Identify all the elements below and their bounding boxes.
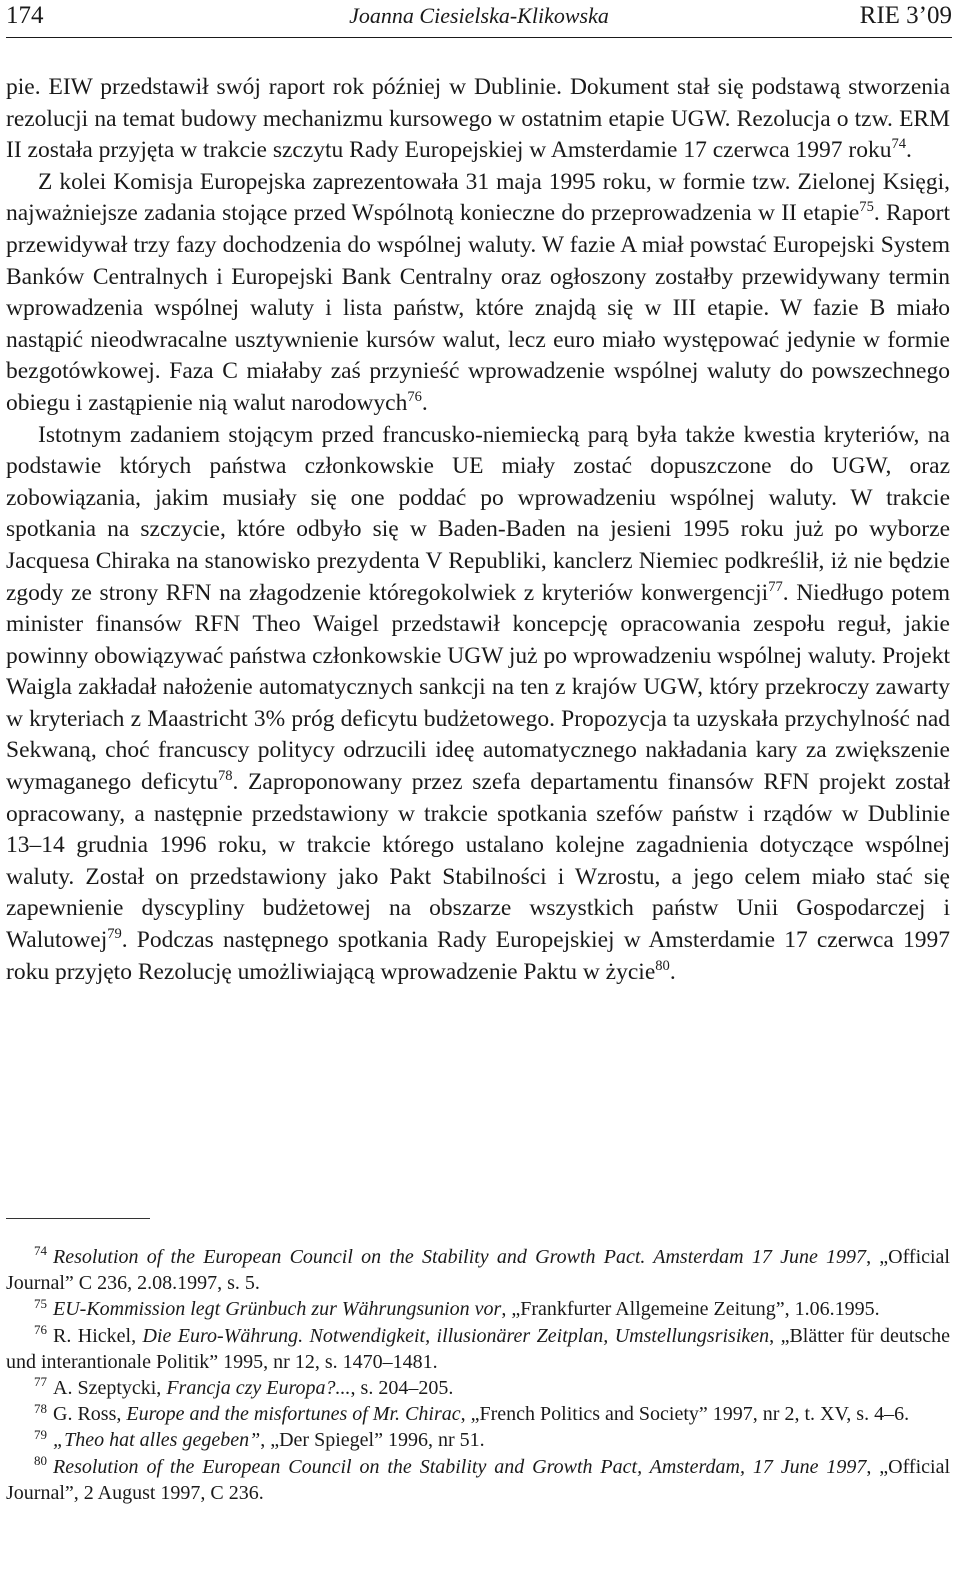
footnote: [6, 1375, 950, 1401]
footnote-number: 78: [34, 1400, 47, 1416]
footnotes: [6, 1244, 950, 1506]
footnote-ref: 74: [891, 136, 907, 153]
footnote: [6, 1401, 950, 1427]
footnote-ref: 78: [217, 768, 233, 785]
paragraph: [6, 167, 950, 420]
footnote-rest: , „Frankfurter Allgemeine Zeitung”, 1.06.1995.: [501, 1298, 880, 1321]
footnote-ref: 75: [859, 199, 874, 216]
footnote-title: Europe and the misfortunes of Mr. Chirac: [126, 1403, 461, 1426]
footnote-rest: , „Official Journal” C 236, 2.08.1997, s. 5.: [6, 1246, 950, 1295]
footnote-number: 77: [34, 1374, 47, 1390]
text-run: . Raport przewidywał trzy fazy dochodzenia do wspólnej waluty. W fazie A miał powstać Europejski System Banków Centralnych i Europejski Bank Centralny oraz ogłoszony zostałby przewidywany termin wprowadzenia wspólnej waluty i lista państw, które znajdą się w III etapie. W fazie B miało nastąpić nieodwracalne usztywnienie kursów walut, lecz euro miało występować jedynie w formie bezgotówkowej. Faza C miałaby zaś przynieść wprowadzenie wspólnej waluty do powszechnego obiegu i zastąpienie nią walut narodowych: [6, 200, 950, 416]
footnote: [6, 1244, 950, 1296]
running-header: [6, 0, 952, 40]
journal-label: RIE 3’09: [859, 2, 952, 29]
footnote-rest: , „Der Spiegel” 1996, nr 51.: [260, 1429, 485, 1452]
footnote-rule: [6, 1218, 150, 1219]
footnote-author: G. Ross,: [53, 1403, 127, 1426]
footnote-number: 75: [34, 1295, 47, 1311]
footnote-rest: , „Blätter für deutsche und interantionale Politik” 1995, nr 12, s. 1470–1481.: [6, 1324, 950, 1373]
footnote-title: Resolution of the European Council on the Stability and Growth Pact, Amsterdam, 17 June 1997: [53, 1455, 867, 1478]
author-name: Joanna Ciesielska-Klikowska: [349, 3, 609, 28]
footnote: [6, 1323, 950, 1375]
footnote-rest: , s. 204–205.: [350, 1377, 454, 1400]
footnote-title: „Theo hat alles gegeben”: [53, 1429, 261, 1452]
text-run: Z kolei Komisja Europejska zaprezentowała 31 maja 1995 roku, w formie tzw. Zielonej Księgi, najważniejsze zadania stojące przed Wspólnotą konieczne do przeprowadzenia w II etapie: [6, 168, 950, 227]
footnote-number: 79: [34, 1426, 47, 1442]
footnote-number: 74: [34, 1243, 47, 1259]
footnote-title: Resolution of the European Council on the Stability and Growth Pact. Amsterdam 17 June 1997: [53, 1246, 867, 1268]
text-run: .: [669, 958, 676, 985]
text-run: . Niedługo potem minister finansów RFN Theo Waigel przedstawił koncepcję opracowania zespołu reguł, jakie powinny obowiązywać państwa członkowskie UGW już po wprowadzeniu wspólnej waluty. Projekt Waigla zakładał nałożenie automatycznych sankcji na ten z krajów UGW, który przekroczy zawarty w kryteriach z Maastricht 3% próg deficytu budżetowego. Propozycja ta uzyskała przychylność nad Sekwaną, choć francuscy politycy odrzucili ideę automatycznego nakładania kary za zwiększenie wymaganego deficytu: [6, 579, 950, 796]
footnote-rest: , „Official Journal”, 2 August 1997, C 236.: [6, 1455, 951, 1504]
text-run: .: [421, 389, 428, 416]
paragraph: [6, 72, 950, 167]
footnote-ref: 76: [407, 389, 422, 406]
text-run: . Podczas następnego spotkania Rady Europejskiej w Amsterdamie 17 czerwca 1997 roku przyjęto Rezolucję umożliwiającą wprowadzenie Paktu w życie: [6, 927, 950, 985]
footnote-author: A. Szeptycki,: [53, 1377, 167, 1400]
footnote-author: R. Hickel,: [53, 1324, 143, 1347]
footnote: [6, 1296, 950, 1322]
footnote-title: EU-Kommission legt Grünbuch zur Währungsunion vor: [53, 1298, 502, 1321]
text-run: .: [906, 137, 912, 164]
footnote-ref: 80: [655, 957, 670, 974]
footnote-ref: 79: [107, 926, 122, 943]
footnote: [6, 1454, 950, 1506]
page-number: 174: [6, 2, 44, 29]
text-run: . Zaproponowany przez szefa departamentu finansów RFN projekt został opracowany, a następnie przedstawiony w trakcie spotkania szefów państw i rządów w Dublinie 13–14 grudnia 1996 roku, w trakcie którego ustalano kolejne zagadnienia dotyczące wspólnej waluty. Został on przedstawiony jako Pakt Stabilności i Wzrostu, a jego celem miało stać się zapewnienie dyscypliny budżetowej na obszarze wszystkich państw Unii Gospodarczej i Walutowej: [6, 769, 950, 954]
footnote-title: Die Euro-Währung. Notwendigkeit, illusionärer Zeitplan, Umstellungsrisiken: [142, 1324, 770, 1347]
footnote: [6, 1427, 950, 1453]
footnote-title: Francja czy Europa?...: [166, 1377, 351, 1400]
text-run: Istotnym zadaniem stojącym przed francusko-niemiecką parą była także kwestia kryteriów, na podstawie których państwa członkowskie UE miały zostać dopuszczone do UGW, oraz zobowiązania, jakim musiały się one poddać po wprowadzeniu wspólnej waluty. W trakcie spotkania na szczycie, które odbyło się w Baden-Baden na jesieni 1995 roku już po wyborze Jacquesa Chiraka na stanowisko prezydenta V Republiki, kanclerz Niemiec podkreślił, iż nie będzie zgody ze strony RFN na złagodzenie któregokolwiek z kryteriów konwergencji: [6, 421, 950, 606]
main-text: [6, 72, 950, 988]
text-run: pie. EIW przedstawił swój raport rok później w Dublinie. Dokument stał się podstawą stworzenia rezolucji na temat budowy mechanizmu kursowego w ostatnim etapie UGW. Rezolucja o tzw. ERM II została przyjęta w trakcie szczytu Rady Europejskiej w Amsterdamie 17 czerwca 1997 roku: [6, 74, 950, 164]
footnote-number: 80: [34, 1452, 47, 1468]
paragraph: [6, 420, 950, 989]
footnote-rest: , „French Politics and Society” 1997, nr 2, t. XV, s. 4–6.: [460, 1403, 910, 1426]
footnote-ref: 77: [768, 578, 783, 595]
header-rule: [6, 37, 952, 38]
footnote-number: 76: [34, 1321, 47, 1337]
